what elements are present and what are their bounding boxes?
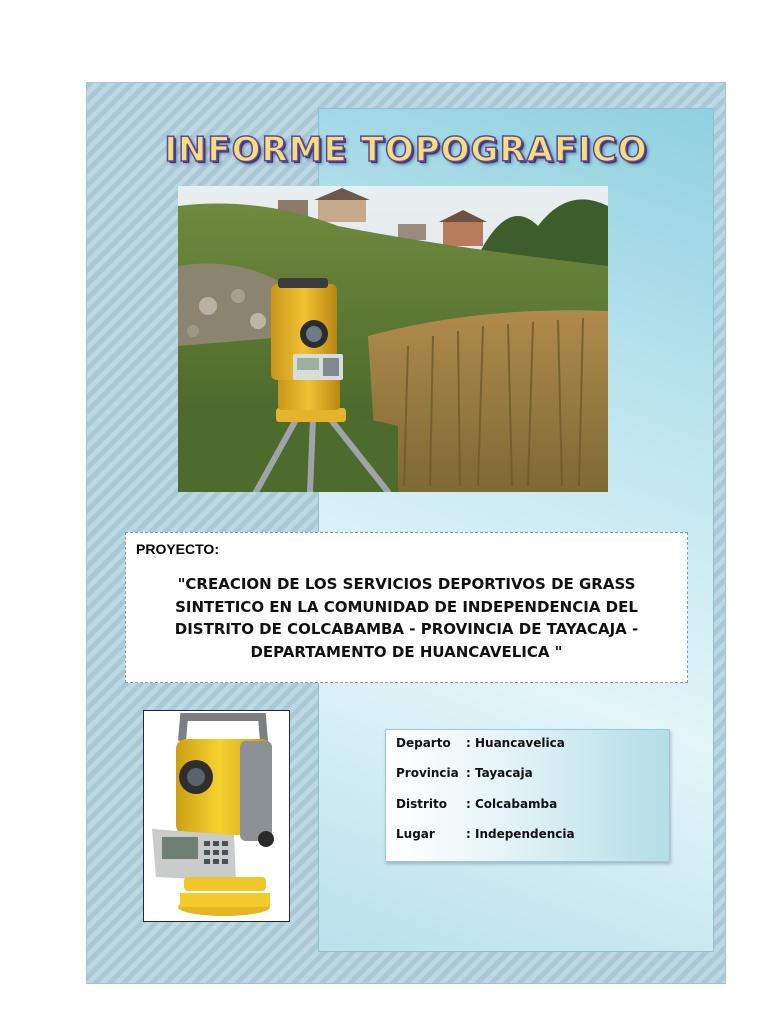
- info-value: : Huancavelica: [466, 736, 565, 750]
- page-title: INFORME TOPOGRAFICO: [164, 130, 648, 170]
- project-box: [125, 532, 688, 683]
- total-station-photo: [143, 710, 290, 922]
- project-description: "CREACION DE LOS SERVICIOS DEPORTIVOS DE GRASS SINTETICO EN LA COMUNIDAD DE INDEPENDENCIA DEL DISTRITO DE COLCABAMBA - PROVINCIA DE TAYACAJA - DEPARTAMENTO DE HUANCAVELICA ": [174, 575, 639, 661]
- info-value: : Colcabamba: [466, 797, 558, 811]
- info-label: Distrito: [396, 797, 447, 811]
- location-info-box: [385, 729, 670, 862]
- info-value: : Tayacaja: [466, 766, 533, 780]
- survey-field-photo: [178, 186, 608, 492]
- info-label: Departo: [396, 736, 451, 750]
- project-label: PROYECTO:: [136, 541, 219, 557]
- info-label: Provincia: [396, 766, 459, 780]
- info-label: Lugar: [396, 827, 435, 841]
- info-value: : Independencia: [466, 827, 575, 841]
- total-station-icon: [144, 711, 289, 921]
